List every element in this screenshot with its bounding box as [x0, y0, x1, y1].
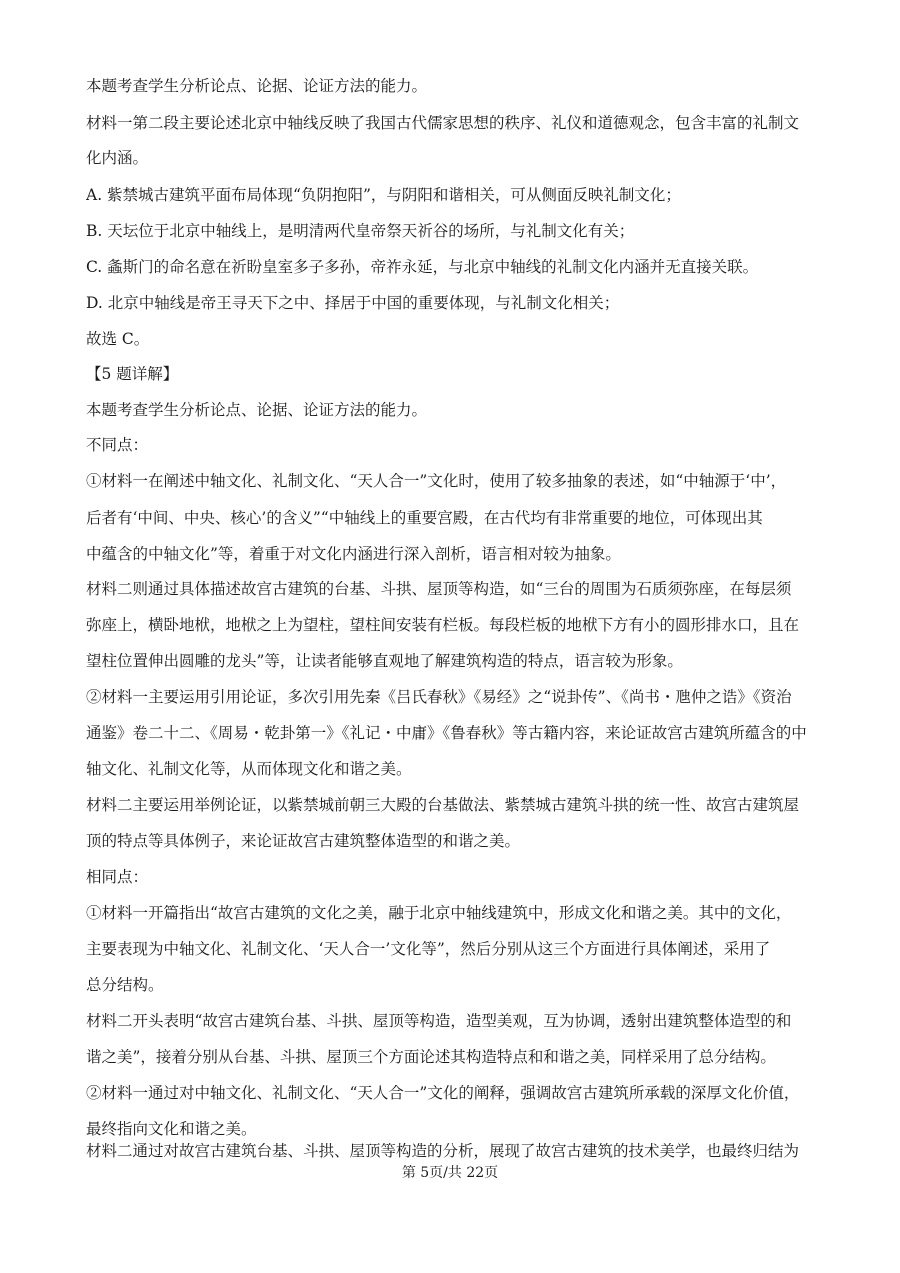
- text-line: 材料二通过对故宫古建筑台基、斗拱、屋顶等构造的分析，展现了故宫古建筑的技术美学，也最终归结为: [86, 1142, 800, 1160]
- text-line: A. 紫禁城古建筑平面布局体现“负阴抱阳”，与阴阳和谐相关，可从侧面反映礼制文化；: [86, 186, 681, 204]
- text-line: ②材料一通过对中轴文化、礼制文化、“天人合一”文化的阐释，强调故宫古建筑所承载的深厚文化价值，: [86, 1084, 800, 1102]
- text-line: C. 螽斯门的命名意在祈盼皇室多子多孙，帝祚永延，与北京中轴线的礼制文化内涵并无直接关联。: [86, 258, 759, 276]
- text-line: 中蕴含的中轴文化”等，着重于对文化内涵进行深入剖析，语言相对较为抽象。: [86, 545, 621, 563]
- text-line: 材料二开头表明“故宫古建筑台基、斗拱、屋顶等构造，造型美观，互为协调，透射出建筑整体造型的和: [86, 1012, 792, 1030]
- text-line: ①材料一开篇指出“故宫古建筑的文化之美，融于北京中轴线建筑中，形成文化和谐之美。其中的文化，: [86, 904, 792, 922]
- text-line: 总分结构。: [86, 976, 164, 994]
- text-line: 通鉴》卷二十二、《周易・乾卦第一》《礼记・中庸》《鲁春秋》等古籍内容，来论证故宫古建筑所蕴含的中: [86, 724, 807, 742]
- section-heading: 【5 题详解】: [86, 365, 179, 383]
- text-line: 后者有‘中间、中央、核心’的含义”“中轴线上的重要宫殿，在古代均有非常重要的地位，可体现出其: [86, 509, 763, 527]
- text-line: 弥座上，横卧地栿，地栿之上为望柱，望柱间安装有栏板。每段栏板的地栿下方有小的圆形排水口，且在: [86, 616, 800, 634]
- text-line: 材料一第二段主要论述北京中轴线反映了我国古代儒家思想的秩序、礼仪和道德观念，包含丰富的礼制文: [86, 114, 800, 132]
- text-line: 材料二则通过具体描述故宫古建筑的台基、斗拱、屋顶等构造，如“三台的周围为石质须弥座，在每层须: [86, 580, 792, 598]
- text-line: 化内涵。: [86, 149, 149, 167]
- text-line: ①材料一在阐述中轴文化、礼制文化、“天人合一”文化时，使用了较多抽象的表述，如“中轴源于‘中’，: [86, 472, 787, 490]
- text-line: D. 北京中轴线是帝王寻天下之中、择居于中国的重要体现，与礼制文化相关；: [86, 294, 620, 312]
- text-line: 不同点：: [86, 436, 149, 454]
- text-line: 最终指向文化和谐之美。: [86, 1120, 257, 1138]
- text-line: 材料二主要运用举例论证，以紫禁城前朝三大殿的台基做法、紫禁城古建筑斗拱的统一性、故宫古建筑屋: [86, 796, 800, 814]
- text-line: 谐之美”，接着分别从台基、斗拱、屋顶三个方面论述其构造特点和和谐之美，同样采用了总分结构。: [86, 1048, 776, 1066]
- text-line: 本题考查学生分析论点、论据、论证方法的能力。: [86, 77, 428, 95]
- text-line: 主要表现为中轴文化、礼制文化、‘天人合一’文化等”，然后分别从这三个方面进行具体阐述，采用了: [86, 940, 771, 958]
- text-line: 故选 C。: [86, 330, 150, 348]
- text-line: 轴文化、礼制文化等，从而体现文化和谐之美。: [86, 760, 412, 778]
- text-line: 本题考查学生分析论点、论据、论证方法的能力。: [86, 401, 428, 419]
- text-line: 望柱位置伸出圆雕的龙头”等，让读者能够直观地了解建筑构造的特点，语言较为形象。: [86, 652, 683, 670]
- text-line: 顶的特点等具体例子，来论证故宫古建筑整体造型的和谐之美。: [86, 832, 521, 850]
- text-line: ②材料一主要运用引用论证，多次引用先秦《吕氏春秋》《易经》之“说卦传”、《尚书・虺仲之诰》《资治: [86, 688, 792, 706]
- page-number: 第 5页/共 22页: [401, 1165, 499, 1181]
- text-line: 相同点：: [86, 868, 149, 886]
- text-line: B. 天坛位于北京中轴线上，是明清两代皇帝祭天祈谷的场所，与礼制文化有关；: [86, 222, 635, 240]
